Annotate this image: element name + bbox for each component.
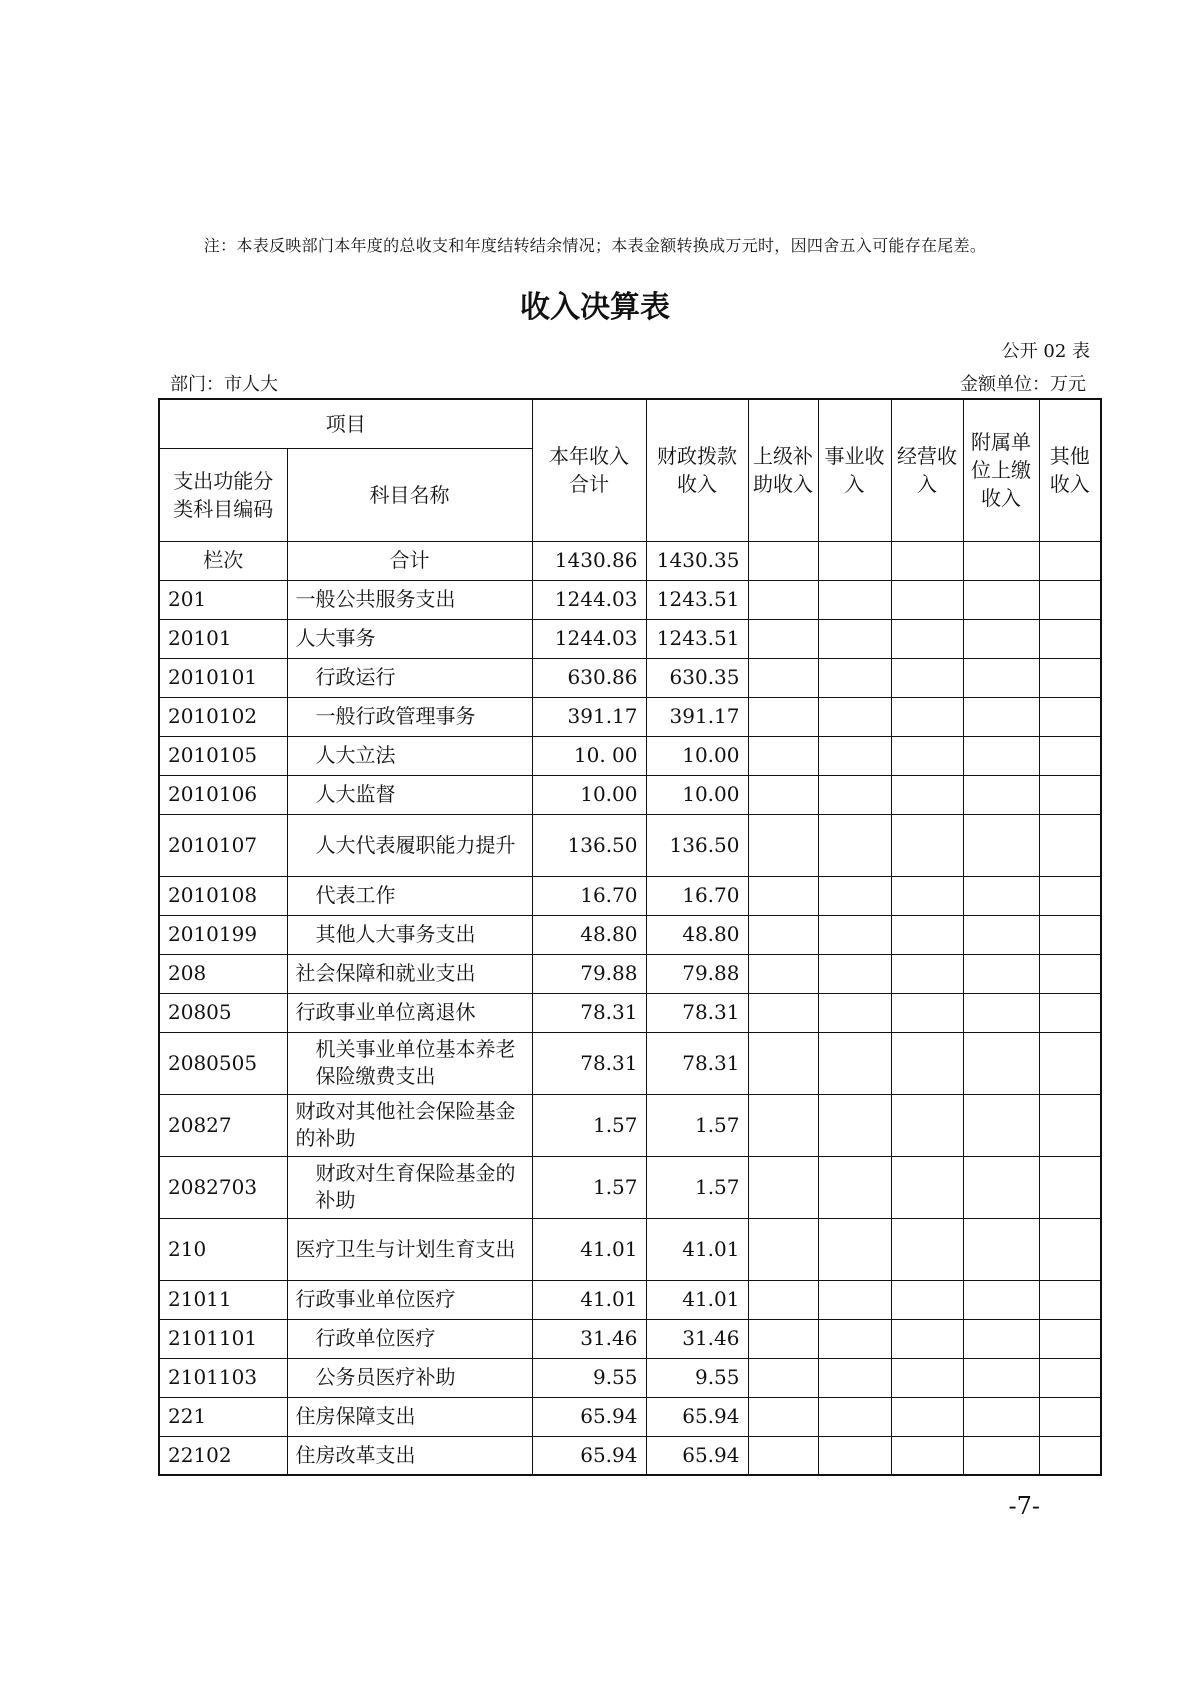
empty-cell bbox=[891, 1319, 963, 1358]
empty-cell bbox=[963, 915, 1039, 954]
empty-cell bbox=[891, 1094, 963, 1156]
row-name: 财政对其他社会保险基金的补助 bbox=[287, 1094, 532, 1156]
row-fiscal: 65.94 bbox=[646, 1436, 748, 1475]
empty-cell bbox=[818, 619, 891, 658]
row-total: 391.17 bbox=[532, 697, 646, 736]
empty-cell bbox=[963, 954, 1039, 993]
empty-cell bbox=[963, 736, 1039, 775]
row-total: 41.01 bbox=[532, 1218, 646, 1280]
empty-cell bbox=[748, 954, 818, 993]
row-code: 201 bbox=[159, 580, 287, 619]
empty-cell bbox=[963, 697, 1039, 736]
row-name: 人大事务 bbox=[287, 619, 532, 658]
table-row bbox=[159, 876, 1101, 915]
empty-cell bbox=[748, 580, 818, 619]
table-row bbox=[159, 1436, 1101, 1475]
empty-cell bbox=[1039, 1032, 1101, 1094]
row-name: 人大代表履职能力提升 bbox=[287, 814, 532, 876]
empty-cell bbox=[891, 814, 963, 876]
unit-label: 金额单位：万元 bbox=[960, 374, 1086, 395]
row-name: 行政事业单位离退休 bbox=[287, 993, 532, 1032]
empty-cell bbox=[1039, 1280, 1101, 1319]
header-name: 科目名称 bbox=[287, 448, 532, 541]
empty-cell bbox=[1039, 775, 1101, 814]
table-row bbox=[159, 1280, 1101, 1319]
table-row bbox=[159, 736, 1101, 775]
empty-cell bbox=[891, 580, 963, 619]
empty-cell bbox=[748, 1280, 818, 1319]
empty-cell bbox=[818, 697, 891, 736]
row-total: 10. 00 bbox=[532, 736, 646, 775]
empty-cell bbox=[1039, 954, 1101, 993]
empty-cell bbox=[963, 1032, 1039, 1094]
row-fiscal: 630.35 bbox=[646, 658, 748, 697]
empty-cell bbox=[1039, 993, 1101, 1032]
empty-cell bbox=[1039, 1094, 1101, 1156]
row-total: 78.31 bbox=[532, 993, 646, 1032]
empty-cell bbox=[818, 1397, 891, 1436]
empty-cell bbox=[1039, 1156, 1101, 1218]
empty-cell bbox=[1039, 915, 1101, 954]
empty-cell bbox=[748, 1156, 818, 1218]
row-code: 208 bbox=[159, 954, 287, 993]
empty-cell bbox=[963, 876, 1039, 915]
row-total: 48.80 bbox=[532, 915, 646, 954]
row-name: 社会保障和就业支出 bbox=[287, 954, 532, 993]
empty-cell bbox=[748, 1094, 818, 1156]
empty-cell bbox=[891, 1358, 963, 1397]
page-number: -7- bbox=[1008, 1492, 1040, 1520]
empty-cell bbox=[818, 1358, 891, 1397]
row-fiscal: 1.57 bbox=[646, 1156, 748, 1218]
row-code: 21011 bbox=[159, 1280, 287, 1319]
empty-cell bbox=[748, 915, 818, 954]
empty-cell bbox=[748, 1218, 818, 1280]
table-row bbox=[159, 1156, 1101, 1218]
row-total: 31.46 bbox=[532, 1319, 646, 1358]
row-total: 136.50 bbox=[532, 814, 646, 876]
table-row bbox=[159, 993, 1101, 1032]
empty-cell bbox=[1039, 1358, 1101, 1397]
summary-fiscal: 1430.35 bbox=[646, 541, 748, 580]
row-total: 1.57 bbox=[532, 1156, 646, 1218]
table-row bbox=[159, 1358, 1101, 1397]
empty-cell bbox=[818, 876, 891, 915]
row-fiscal: 16.70 bbox=[646, 876, 748, 915]
empty-cell bbox=[748, 1319, 818, 1358]
empty-cell bbox=[1039, 814, 1101, 876]
empty-cell bbox=[891, 736, 963, 775]
page-title: 收入决算表 bbox=[520, 290, 670, 325]
empty-cell bbox=[891, 1218, 963, 1280]
row-fiscal: 1.57 bbox=[646, 1094, 748, 1156]
empty-cell bbox=[963, 1358, 1039, 1397]
row-name: 行政单位医疗 bbox=[287, 1319, 532, 1358]
row-code: 221 bbox=[159, 1397, 287, 1436]
empty-cell bbox=[1039, 1319, 1101, 1358]
empty-cell bbox=[891, 993, 963, 1032]
empty-cell bbox=[1039, 541, 1101, 580]
row-code: 2080505 bbox=[159, 1032, 287, 1094]
empty-cell bbox=[891, 1280, 963, 1319]
empty-cell bbox=[1039, 876, 1101, 915]
empty-cell bbox=[818, 580, 891, 619]
row-name: 人大立法 bbox=[287, 736, 532, 775]
empty-cell bbox=[891, 876, 963, 915]
table-number: 公开 02 表 bbox=[1001, 341, 1090, 362]
empty-cell bbox=[1039, 1397, 1101, 1436]
row-total: 41.01 bbox=[532, 1280, 646, 1319]
row-total: 65.94 bbox=[532, 1397, 646, 1436]
empty-cell bbox=[963, 619, 1039, 658]
row-total: 78.31 bbox=[532, 1032, 646, 1094]
empty-cell bbox=[818, 775, 891, 814]
row-code: 2010199 bbox=[159, 915, 287, 954]
row-name: 行政事业单位医疗 bbox=[287, 1280, 532, 1319]
row-total: 65.94 bbox=[532, 1436, 646, 1475]
row-name: 公务员医疗补助 bbox=[287, 1358, 532, 1397]
table-row bbox=[159, 1094, 1101, 1156]
table-row bbox=[159, 954, 1101, 993]
empty-cell bbox=[963, 1319, 1039, 1358]
table-row bbox=[159, 697, 1101, 736]
empty-cell bbox=[748, 541, 818, 580]
empty-cell bbox=[891, 1397, 963, 1436]
row-total: 10.00 bbox=[532, 775, 646, 814]
header-superior: 上级补助收入 bbox=[748, 399, 818, 541]
empty-cell bbox=[891, 658, 963, 697]
row-total: 1244.03 bbox=[532, 580, 646, 619]
header-code: 支出功能分类科目编码 bbox=[159, 448, 287, 541]
table-row bbox=[159, 775, 1101, 814]
row-code: 20827 bbox=[159, 1094, 287, 1156]
empty-cell bbox=[963, 775, 1039, 814]
department-label: 部门：市人大 bbox=[170, 374, 278, 395]
row-name: 机关事业单位基本养老保险缴费支出 bbox=[287, 1032, 532, 1094]
empty-cell bbox=[818, 1032, 891, 1094]
empty-cell bbox=[748, 876, 818, 915]
empty-cell bbox=[891, 619, 963, 658]
row-fiscal: 391.17 bbox=[646, 697, 748, 736]
empty-cell bbox=[818, 915, 891, 954]
summary-code: 栏次 bbox=[159, 541, 287, 580]
empty-cell bbox=[963, 580, 1039, 619]
row-fiscal: 41.01 bbox=[646, 1218, 748, 1280]
income-statement-table bbox=[158, 398, 1102, 1476]
row-fiscal: 136.50 bbox=[646, 814, 748, 876]
row-code: 2010106 bbox=[159, 775, 287, 814]
row-code: 2010102 bbox=[159, 697, 287, 736]
row-code: 2010101 bbox=[159, 658, 287, 697]
empty-cell bbox=[891, 1436, 963, 1475]
row-fiscal: 79.88 bbox=[646, 954, 748, 993]
row-code: 2010108 bbox=[159, 876, 287, 915]
empty-cell bbox=[748, 814, 818, 876]
empty-cell bbox=[748, 1358, 818, 1397]
empty-cell bbox=[963, 814, 1039, 876]
empty-cell bbox=[818, 658, 891, 697]
header-fiscal: 财政拨款收入 bbox=[646, 399, 748, 541]
table-row bbox=[159, 580, 1101, 619]
empty-cell bbox=[818, 954, 891, 993]
row-code: 2010105 bbox=[159, 736, 287, 775]
empty-cell bbox=[748, 993, 818, 1032]
empty-cell bbox=[891, 954, 963, 993]
empty-cell bbox=[748, 1032, 818, 1094]
empty-cell bbox=[963, 1094, 1039, 1156]
row-fiscal: 78.31 bbox=[646, 993, 748, 1032]
empty-cell bbox=[818, 1319, 891, 1358]
header-operating: 经营收入 bbox=[891, 399, 963, 541]
empty-cell bbox=[963, 1218, 1039, 1280]
summary-name: 合计 bbox=[287, 541, 532, 580]
row-name: 财政对生育保险基金的补助 bbox=[287, 1156, 532, 1218]
empty-cell bbox=[1039, 580, 1101, 619]
row-name: 医疗卫生与计划生育支出 bbox=[287, 1218, 532, 1280]
row-name: 一般行政管理事务 bbox=[287, 697, 532, 736]
row-total: 79.88 bbox=[532, 954, 646, 993]
table-row bbox=[159, 814, 1101, 876]
row-fiscal: 10.00 bbox=[646, 775, 748, 814]
row-code: 2101101 bbox=[159, 1319, 287, 1358]
empty-cell bbox=[963, 658, 1039, 697]
row-total: 630.86 bbox=[532, 658, 646, 697]
row-fiscal: 48.80 bbox=[646, 915, 748, 954]
row-total: 9.55 bbox=[532, 1358, 646, 1397]
empty-cell bbox=[1039, 1436, 1101, 1475]
row-name: 住房改革支出 bbox=[287, 1436, 532, 1475]
empty-cell bbox=[748, 697, 818, 736]
row-code: 20805 bbox=[159, 993, 287, 1032]
empty-cell bbox=[748, 1436, 818, 1475]
empty-cell bbox=[963, 1280, 1039, 1319]
summary-total: 1430.86 bbox=[532, 541, 646, 580]
empty-cell bbox=[818, 993, 891, 1032]
empty-cell bbox=[1039, 1218, 1101, 1280]
empty-cell bbox=[891, 697, 963, 736]
empty-cell bbox=[818, 1094, 891, 1156]
row-name: 一般公共服务支出 bbox=[287, 580, 532, 619]
table-row bbox=[159, 1032, 1101, 1094]
row-total: 1.57 bbox=[532, 1094, 646, 1156]
row-name: 其他人大事务支出 bbox=[287, 915, 532, 954]
empty-cell bbox=[748, 1397, 818, 1436]
table-row bbox=[159, 1218, 1101, 1280]
empty-cell bbox=[891, 1156, 963, 1218]
empty-cell bbox=[748, 658, 818, 697]
row-fiscal: 65.94 bbox=[646, 1397, 748, 1436]
empty-cell bbox=[748, 619, 818, 658]
table-note: 注：本表反映部门本年度的总收支和年度结转结余情况；本表金额转换成万元时，因四舍五入可能存在尾差。 bbox=[203, 236, 987, 255]
empty-cell bbox=[1039, 697, 1101, 736]
empty-cell bbox=[963, 1397, 1039, 1436]
empty-cell bbox=[1039, 658, 1101, 697]
empty-cell bbox=[818, 1156, 891, 1218]
empty-cell bbox=[963, 993, 1039, 1032]
row-total: 1244.03 bbox=[532, 619, 646, 658]
row-code: 22102 bbox=[159, 1436, 287, 1475]
row-code: 2010107 bbox=[159, 814, 287, 876]
row-code: 20101 bbox=[159, 619, 287, 658]
table-row bbox=[159, 915, 1101, 954]
header-total: 本年收入合计 bbox=[532, 399, 646, 541]
header-project: 项目 bbox=[159, 399, 532, 448]
row-name: 行政运行 bbox=[287, 658, 532, 697]
row-fiscal: 10.00 bbox=[646, 736, 748, 775]
row-name: 住房保障支出 bbox=[287, 1397, 532, 1436]
empty-cell bbox=[818, 1218, 891, 1280]
empty-cell bbox=[818, 1436, 891, 1475]
table-row bbox=[159, 658, 1101, 697]
empty-cell bbox=[818, 1280, 891, 1319]
table-row bbox=[159, 1397, 1101, 1436]
header-business: 事业收入 bbox=[818, 399, 891, 541]
empty-cell bbox=[818, 736, 891, 775]
empty-cell bbox=[818, 541, 891, 580]
empty-cell bbox=[748, 775, 818, 814]
row-code: 2101103 bbox=[159, 1358, 287, 1397]
empty-cell bbox=[818, 814, 891, 876]
row-fiscal: 1243.51 bbox=[646, 619, 748, 658]
row-name: 人大监督 bbox=[287, 775, 532, 814]
table-row bbox=[159, 1319, 1101, 1358]
row-fiscal: 31.46 bbox=[646, 1319, 748, 1358]
header-other: 其他收入 bbox=[1039, 399, 1101, 541]
table-row bbox=[159, 619, 1101, 658]
empty-cell bbox=[891, 1032, 963, 1094]
row-fiscal: 78.31 bbox=[646, 1032, 748, 1094]
empty-cell bbox=[891, 775, 963, 814]
empty-cell bbox=[891, 915, 963, 954]
row-name: 代表工作 bbox=[287, 876, 532, 915]
row-fiscal: 41.01 bbox=[646, 1280, 748, 1319]
row-code: 2082703 bbox=[159, 1156, 287, 1218]
empty-cell bbox=[963, 541, 1039, 580]
empty-cell bbox=[963, 1156, 1039, 1218]
empty-cell bbox=[963, 1436, 1039, 1475]
empty-cell bbox=[1039, 736, 1101, 775]
empty-cell bbox=[891, 541, 963, 580]
empty-cell bbox=[748, 736, 818, 775]
header-affiliated: 附属单位上缴收入 bbox=[963, 399, 1039, 541]
row-total: 16.70 bbox=[532, 876, 646, 915]
row-fiscal: 1243.51 bbox=[646, 580, 748, 619]
row-code: 210 bbox=[159, 1218, 287, 1280]
row-fiscal: 9.55 bbox=[646, 1358, 748, 1397]
empty-cell bbox=[1039, 619, 1101, 658]
